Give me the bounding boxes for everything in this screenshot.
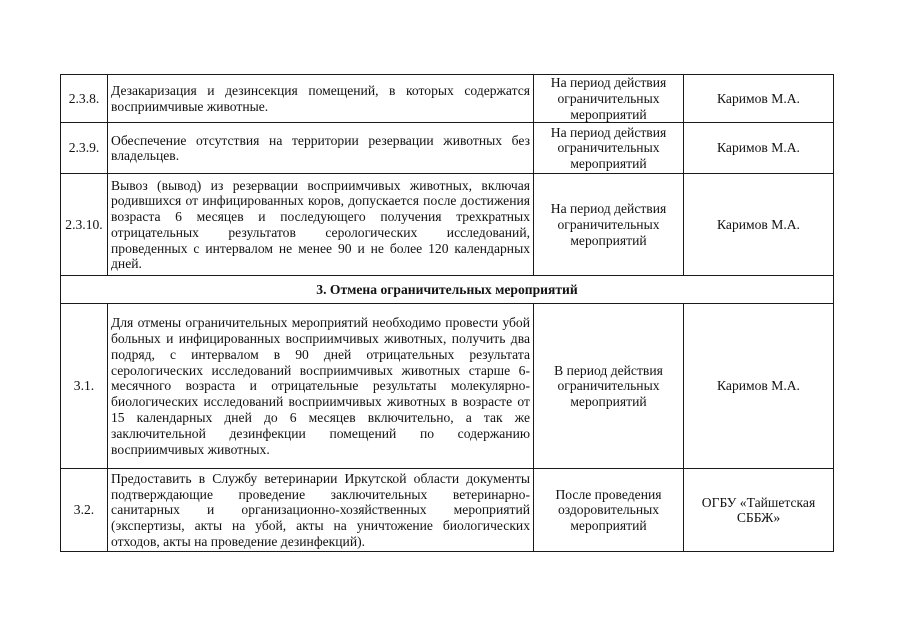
table-row: [61, 75, 834, 123]
item-responsible: Каримов М.А.: [684, 174, 834, 276]
item-text: Дезакаризация и дезинсекция помещений, в которых содержатся восприимчивые животные.: [108, 75, 534, 123]
item-text: Предоставить в Службу ветеринарии Иркутской области документы подтверждающие проведение заключительных ветеринарно-санитарных и организационно-хозяйственных мероприятий (экспертизы, акты на убой, акты на уничтожение биологических отходов, акты на проведение дезинфекций).: [108, 469, 534, 552]
section-heading: 3. Отмена ограничительных мероприятий: [61, 276, 834, 304]
item-number: 2.3.8.: [61, 75, 108, 123]
table-row: [61, 174, 834, 276]
item-number: 2.3.10.: [61, 174, 108, 276]
item-responsible: Каримов М.А.: [684, 123, 834, 174]
item-text: Вывоз (вывод) из резервации восприимчивых животных, включая родившихся от инфицированных коров, допускается после достижения возраста 6 месяцев и последующего получения трехкратных отрицательных результатов серологических исследований, проведенных с интервалом не менее 90 и не более 120 календарных дней.: [108, 174, 534, 276]
item-number: 3.1.: [61, 304, 108, 469]
item-responsible: Каримов М.А.: [684, 304, 834, 469]
item-number: 2.3.9.: [61, 123, 108, 174]
item-period: После проведения оздоровительных мероприятий: [534, 469, 684, 552]
item-period: На период действия ограничительных мероприятий: [534, 123, 684, 174]
table-row: [61, 123, 834, 174]
item-period: На период действия ограничительных мероприятий: [534, 174, 684, 276]
item-responsible: ОГБУ «Тайшетская СББЖ»: [684, 469, 834, 552]
item-text: Для отмены ограничительных мероприятий необходимо провести убой больных и инфицированных восприимчивых животных, получить два подряд, с интервалом в 90 дней отрицательных результата серологических исследований восприимчивых животных старше 6-месячного возраста и отрицательные результаты молекулярно-биологических исследований восприимчивых животных в возрасте от 15 календарных дней до 6 месяцев включительно, а так же заключительной дезинфекции помещений по содержанию восприимчивых животных.: [108, 304, 534, 469]
item-responsible: Каримов М.А.: [684, 75, 834, 123]
measures-table: [60, 74, 834, 552]
table-row: [61, 469, 834, 552]
table-row: [61, 304, 834, 469]
section-row: [61, 276, 834, 304]
item-number: 3.2.: [61, 469, 108, 552]
item-period: На период действия ограничительных мероприятий: [534, 75, 684, 123]
item-period: В период действия ограничительных мероприятий: [534, 304, 684, 469]
item-text: Обеспечение отсутствия на территории резервации животных без владельцев.: [108, 123, 534, 174]
